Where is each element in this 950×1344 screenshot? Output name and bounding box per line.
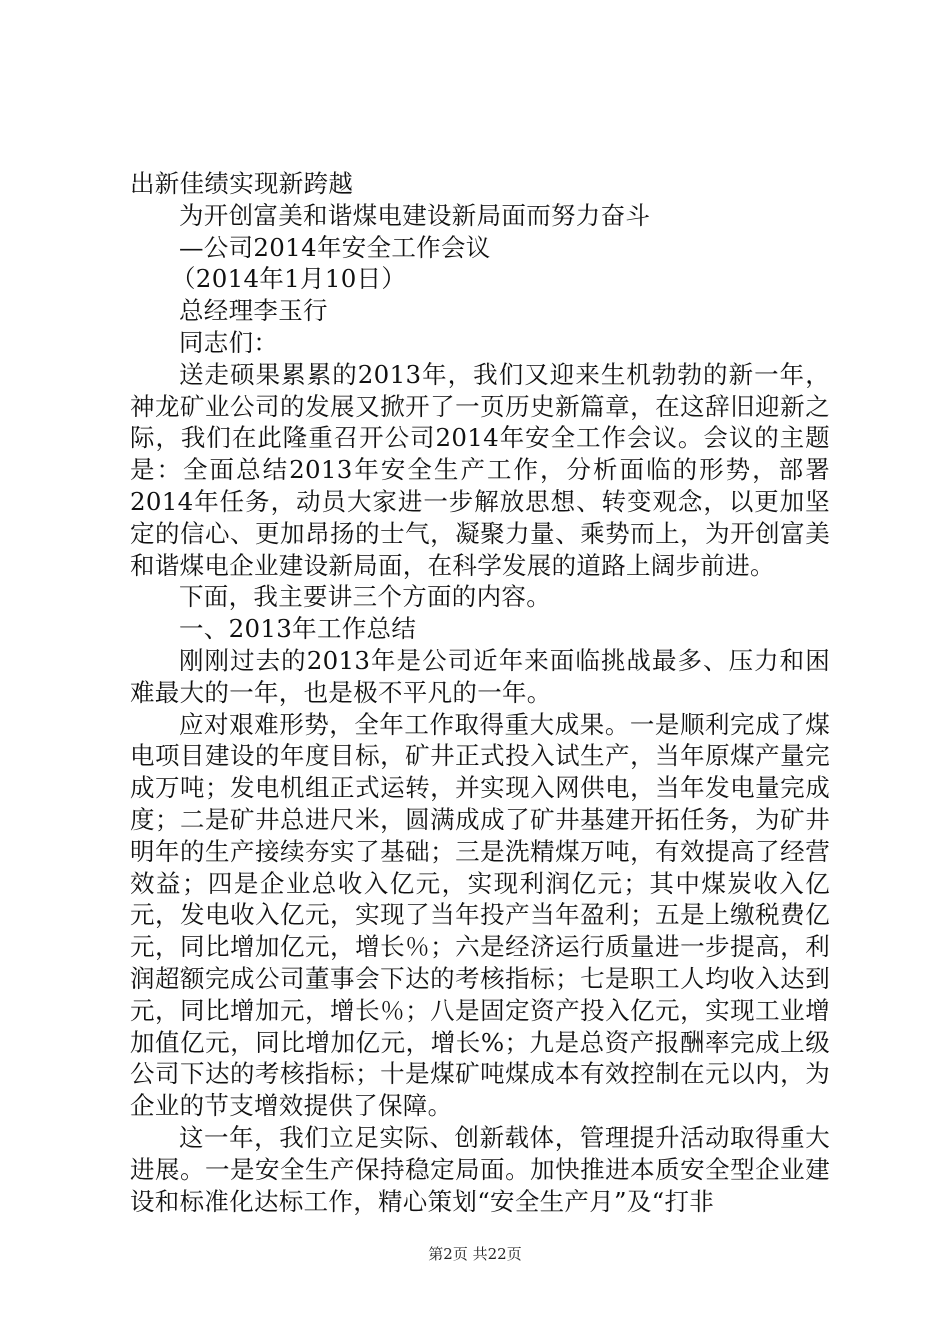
speech-subtitle: —公司2014年安全工作会议	[179, 232, 491, 262]
continued-title-line: 出新佳绩实现新跨越	[130, 169, 354, 198]
body-paragraph: 刚刚过去的2013年是公司近年来面临挑战最多、压力和困难最大的一年，也是极不平凡的一年。	[130, 645, 830, 707]
page-footer: 第2页 共22页	[428, 1245, 522, 1263]
document-body	[130, 168, 830, 1217]
section-heading: 一、2013年工作总结	[179, 614, 417, 644]
body-paragraph: 送走硕果累累的2013年，我们又迎来生机勃勃的新一年，神龙矿业公司的发展又掀开了一页历史新篇章，在这辞旧迎新之际，我们在此隆重召开公司2014年安全工作会议。会议的主题是：全面总结2013年安全生产工作，分析面临的形势，部署2014年任务，动员大家进一步解放思想、转变观念，以更加坚定的信心、更加昂扬的士气，凝聚力量、乘势而上，为开创富美和谐煤电企业建设新局面，在科学发展的道路上阔步前进。	[130, 359, 830, 580]
body-paragraph: 这一年，我们立足实际、创新载体，管理提升活动取得重大进展。一是安全生产保持稳定局面。加快推进本质安全型企业建设和标准化达标工作，精心策划“安全生产月”及“打非	[130, 1122, 830, 1216]
speech-title: 为开创富美和谐煤电建设新局面而努力奋斗	[179, 200, 651, 230]
speaker-name: 总经理李玉行	[179, 296, 328, 326]
salutation: 同志们：	[179, 327, 279, 357]
body-paragraph: 应对艰难形势，全年工作取得重大成果。一是顺利完成了煤电项目建设的年度目标，矿井正式投入试生产，当年原煤产量完成万吨；发电机组正式运转，并实现入网供电，当年发电量完成度；二是矿井总进尺米，圆满成成了矿井基建开拓任务，为矿井明年的生产接续夯实了基础；三是洗精煤万吨，有效提高了经营效益；四是企业总收入亿元，实现利润亿元；其中煤炭收入亿元，发电收入亿元，实现了当年投产当年盈利；五是上缴税费亿元，同比增加亿元，增长％；六是经济运行质量进一步提高，利润超额完成公司董事会下达的考核指标；七是职工人均收入达到元，同比增加元，增长％；八是固定资产投入亿元，实现工业增加值亿元，同比增加亿元，增长%；九是总资产报酬率完成上级公司下达的考核指标；十是煤矿吨煤成本有效控制在元以内，为企业的节支增效提供了保障。	[130, 709, 830, 1121]
speech-date: （2014年1月10日）	[171, 264, 407, 294]
body-paragraph: 下面，我主要讲三个方面的内容。	[179, 582, 551, 612]
